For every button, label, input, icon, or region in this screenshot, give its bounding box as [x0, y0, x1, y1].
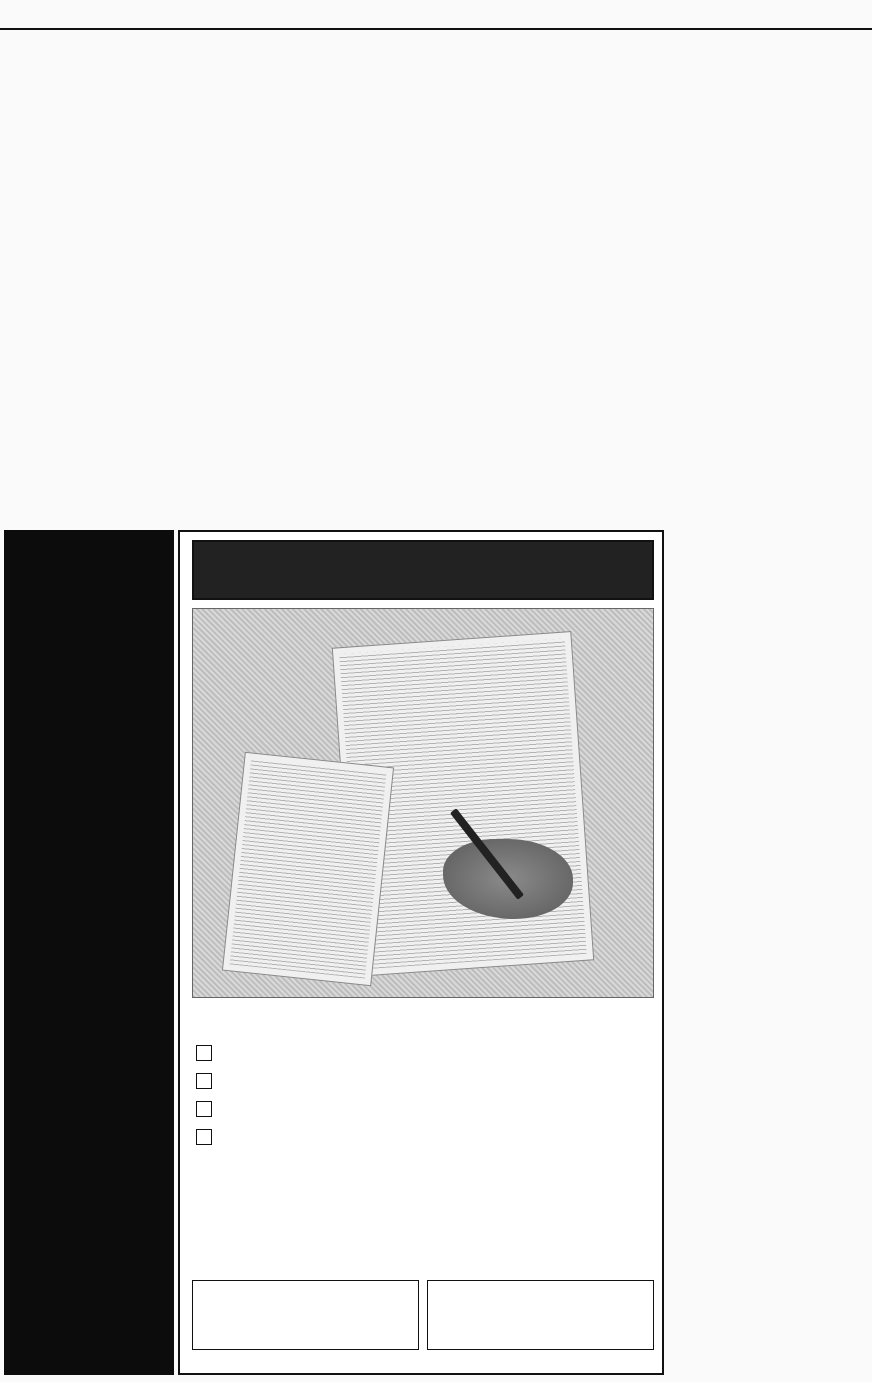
checkbox-icon	[196, 1101, 212, 1117]
checkbox-icon	[196, 1129, 212, 1145]
bottom-classified-columns	[668, 530, 868, 1375]
feature-ad	[178, 530, 664, 1375]
respond-call	[427, 1332, 654, 1358]
classified-columns	[4, 38, 870, 528]
masthead	[0, 0, 872, 30]
feature-item	[196, 1128, 652, 1145]
newspaper-photo	[192, 608, 654, 998]
checkbox-icon	[196, 1045, 212, 1061]
feature-list	[196, 1044, 652, 1156]
checkbox-icon	[196, 1073, 212, 1089]
feature-item	[196, 1100, 652, 1117]
feature-item	[196, 1072, 652, 1089]
promo-column	[4, 530, 174, 1375]
feature-item	[196, 1044, 652, 1061]
classified-banner	[192, 540, 654, 600]
call-row	[192, 1332, 654, 1358]
place-call	[192, 1332, 419, 1358]
photo-newspaper-page	[222, 752, 394, 986]
